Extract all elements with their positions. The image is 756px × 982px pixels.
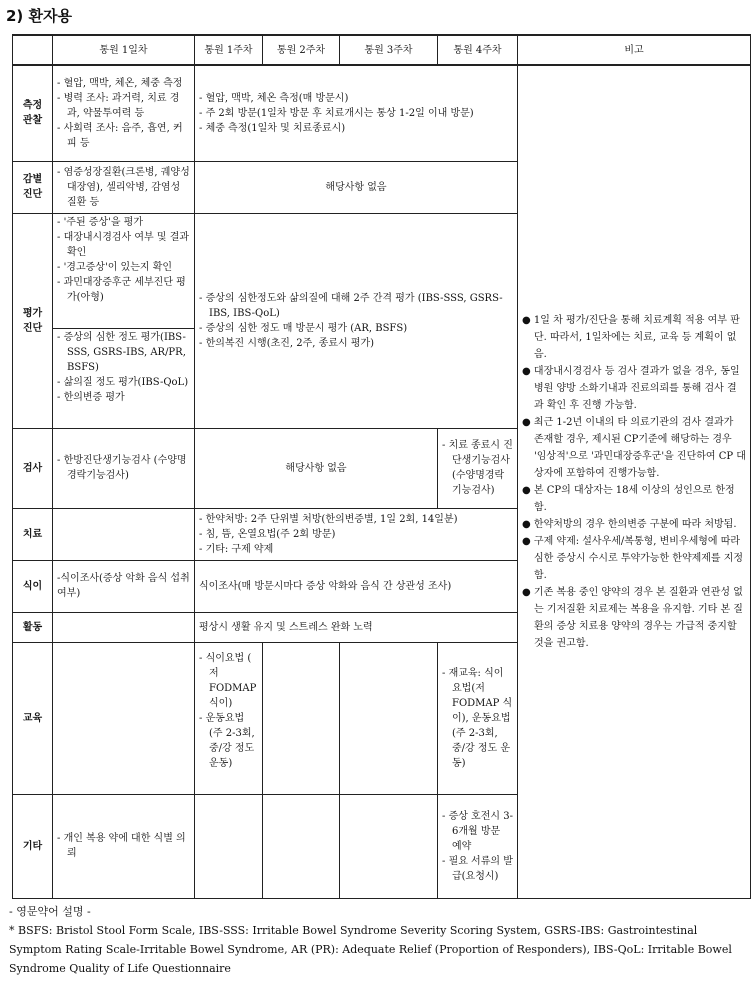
diet-day1-cell: -식이조사(증상 악화 음식 섭취 여부)	[53, 560, 195, 612]
exam-weeks-cell: 해당사항 없음	[195, 428, 438, 508]
list-item: - '주된 증상'을 평가	[57, 215, 190, 230]
note-item: ● 최근 1-2년 이내의 타 의료기관의 검사 결과가 존재할 경우, 제시된 CP기준에 해당하는 경우 '임상적'으로 '과민대장증후군'을 진단하여 CP 대상자에 포함하여 진행가능함.	[522, 414, 746, 482]
list-item: - 혈압, 맥박, 체온, 체중 측정	[57, 76, 190, 91]
row-label-activity: 활동	[13, 612, 53, 642]
list-item: - 증상 호전시 3-6개월 방문 예약	[442, 809, 513, 854]
list-item: - 한의변증 평가	[57, 390, 190, 405]
header-day1: 통원 1일차	[53, 35, 195, 65]
list-item: - 병력 조사: 과거력, 치료 경과, 약물투여력 등	[57, 91, 190, 121]
header-note: 비고	[518, 35, 751, 65]
list-item: - 사회력 조사: 음주, 흡연, 커피 등	[57, 121, 190, 151]
header-empty	[13, 35, 53, 65]
list-item: - 염증성장질환(크론병, 궤양성대장염), 셀리악병, 감염성 질환 등	[57, 165, 190, 210]
list-item: - 개인 복용 약에 대한 식별 의뢰	[57, 831, 190, 861]
evaluation-weeks-cell	[195, 213, 518, 428]
education-week4-cell	[438, 642, 518, 794]
treatment-weeks-cell	[195, 508, 518, 560]
list-item: - 한의복진 시행(초진, 2주, 종료시 평가)	[199, 336, 513, 351]
other-week2-cell	[263, 794, 340, 898]
row-label-treatment: 치료	[13, 508, 53, 560]
list-item: - 삶의질 정도 평가(IBS-QoL)	[57, 375, 190, 390]
evaluation-day1-cell-b	[53, 328, 195, 428]
education-week2-cell	[263, 642, 340, 794]
activity-weeks-cell: 평상시 생활 유지 및 스트레스 완화 노력	[195, 612, 518, 642]
list-item: - 대장내시경검사 여부 및 결과 확인	[57, 230, 190, 260]
other-week1-cell	[195, 794, 263, 898]
differential-weeks-cell: 해당사항 없음	[195, 161, 518, 213]
list-item: - 혈압, 맥박, 체온 측정(매 방문시)	[199, 91, 513, 106]
list-item: - 과민대장증후군 세부진단 평가(아형)	[57, 275, 190, 305]
measure-day1-cell	[53, 65, 195, 161]
education-week1-cell	[195, 642, 263, 794]
list-item: - 체중 측정(1일차 및 치료종료시)	[199, 121, 513, 136]
row-label-diet: 식이	[13, 560, 53, 612]
header-week1: 통원 1주차	[195, 35, 263, 65]
list-item: - 한방진단생기능검사 (수양명경락기능검사)	[57, 453, 190, 483]
row-measure	[13, 65, 751, 161]
list-item: - 기타: 구제 약제	[199, 542, 513, 557]
exam-day1-cell	[53, 428, 195, 508]
list-item: - '경고증상'이 있는지 확인	[57, 260, 190, 275]
evaluation-day1-cell-a	[53, 213, 195, 328]
education-week3-cell	[340, 642, 438, 794]
list-item: - 침, 뜸, 온열요법(주 2회 방문)	[199, 527, 513, 542]
diet-weeks-cell: 식이조사(매 방문시마다 증상 악화와 음식 간 상관성 조사)	[195, 560, 518, 612]
clinical-pathway-table	[12, 34, 751, 899]
row-label-education: 교육	[13, 642, 53, 794]
header-week3: 통원 3주차	[340, 35, 438, 65]
list-item: - 필요 서류의 발급(요청시)	[442, 854, 513, 884]
section-heading: 2) 환자용	[6, 7, 72, 25]
list-item: - 한약처방: 2주 단위별 처방(한의변증별, 1일 2회, 14일분)	[199, 512, 513, 527]
note-item: ● 본 CP의 대상자는 18세 이상의 성인으로 한정함.	[522, 482, 746, 516]
header-week4: 통원 4주차	[438, 35, 518, 65]
note-item: ● 1일 차 평가/진단을 통해 치료계획 적용 여부 판단. 따라서, 1일차에는 치료, 교육 등 계획이 없음.	[522, 312, 746, 363]
list-item: - 운동요법 (주 2-3회, 중/강 정도 운동)	[199, 711, 258, 771]
row-label-other: 기타	[13, 794, 53, 898]
list-item: - 치료 종료시 진단생기능검사 (수양명경락기능검사)	[442, 438, 513, 498]
abbreviation-footer	[9, 902, 749, 978]
measure-weeks-cell	[195, 65, 518, 161]
treatment-day1-cell	[53, 508, 195, 560]
row-label-measure: 측정 관찰	[13, 65, 53, 161]
other-day1-cell	[53, 794, 195, 898]
row-label-exam: 검사	[13, 428, 53, 508]
exam-week4-cell	[438, 428, 518, 508]
list-item: - 증상의 심한 정도 평가(IBS-SSS, GSRS-IBS, AR/PR, BSFS)	[57, 330, 190, 375]
education-day1-cell	[53, 642, 195, 794]
footer-text: * BSFS: Bristol Stool Form Scale, IBS-SSS: Irritable Bowel Syndrome Severity Scoring System, GSRS-IBS: Gastrointestinal Symptom Rating Scale-Irritable Bowel Syndrome, AR (PR): Adequate Relief (Proportion of Responders), IBS-QoL: Irritable Bowel Syndrome Quality of Life Questionnaire	[9, 924, 732, 975]
list-item: - 증상의 심한 정도 매 방문시 평가 (AR, BSFS)	[199, 321, 513, 336]
differential-day1-cell	[53, 161, 195, 213]
note-item: ● 기존 복용 중인 양약의 경우 본 질환과 연관성 없는 기저질환 치료제는 복용을 유지함. 기타 본 질환의 증상 치료용 양약의 경우는 가급적 중지할 것을 권고함.	[522, 584, 746, 652]
other-week3-cell	[340, 794, 438, 898]
list-item: - 식이요법 ( 저 FODMAP 식이)	[199, 651, 258, 711]
row-label-differential: 감별 진단	[13, 161, 53, 213]
row-label-evaluation: 평가 진단	[13, 213, 53, 428]
notes-cell	[518, 65, 751, 898]
header-week2: 통원 2주차	[263, 35, 340, 65]
list-item: - 주 2회 방문(1일차 방문 후 치료개시는 통상 1-2일 이내 방문)	[199, 106, 513, 121]
activity-day1-cell	[53, 612, 195, 642]
footer-title: - 영문약어 설명 -	[9, 905, 91, 918]
note-item: ● 한약처방의 경우 한의변증 구분에 따라 처방됨.	[522, 516, 746, 533]
table-header-row	[13, 35, 751, 65]
note-item: ● 대장내시경검사 등 검사 결과가 없을 경우, 동일병원 양방 소화기내과 진료의뢰를 통해 검사 결과 확인 후 진행 가능함.	[522, 363, 746, 414]
list-item: - 재교육: 식이요법(저 FODMAP 식이), 운동요법 (주 2-3회, 중/강 정도 운동)	[442, 666, 513, 771]
list-item: - 증상의 심한정도와 삶의질에 대해 2주 간격 평가 (IBS-SSS, GSRS-IBS, IBS-QoL)	[199, 291, 513, 321]
note-item: ● 구제 약제: 설사우세/복통형, 변비우세형에 따라 심한 증상시 수시로 투약가능한 한약제제를 지정함.	[522, 533, 746, 584]
other-week4-cell	[438, 794, 518, 898]
